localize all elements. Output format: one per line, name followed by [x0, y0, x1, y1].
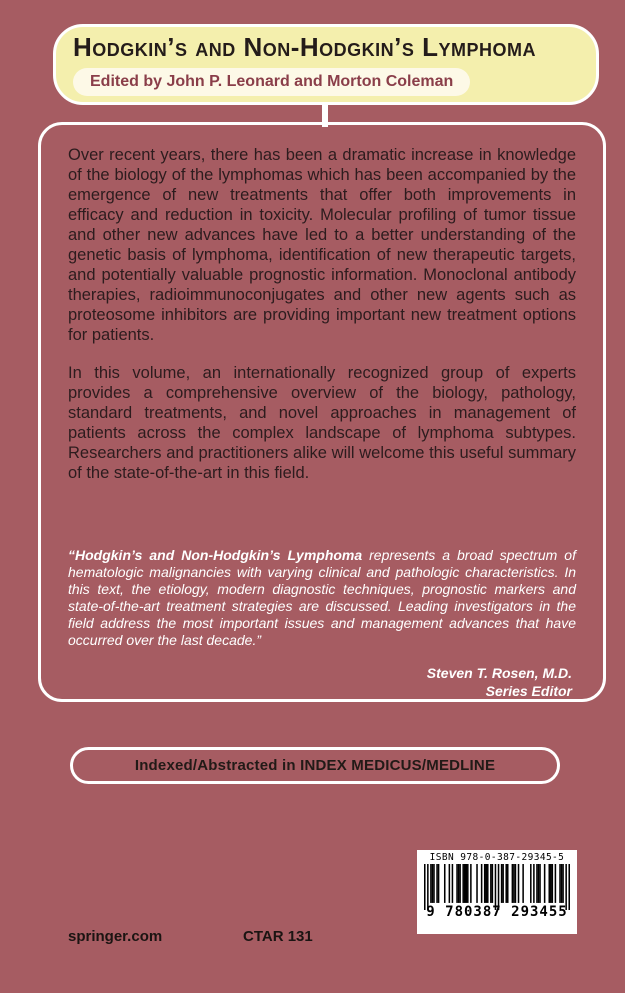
indexed-abstracted-bar — [70, 747, 560, 784]
synopsis-panel — [38, 122, 606, 702]
synopsis-paragraph-2: In this volume, an internationally recognized group of experts provides a comprehensive overview of the biology, pathology, standard treatments, and novel approaches in management of patients across the complex landscape of lymphoma subtypes. Researchers and practitioners alike will welcome this useful summary of the state-of-the-art in this field. — [68, 364, 576, 482]
title-header-box — [53, 24, 599, 105]
synopsis-paragraph-1: Over recent years, there has been a dramatic increase in knowledge of the biology of the lymphomas which has been accompanied by the emergence of new treatments that offer both improvements in efficacy and reduction in toxicity. Molecular profiling of tumor tissue and other new advances have led to a better understanding of the genetic basis of lymphoma, identification of new therapeutic targets, and potentially valuable prognostic information. Monoclonal antibody therapies, radioimmunoconjugates and other new agents such as proteosome inhibitors are providing important new treatment options for patients. — [68, 146, 576, 344]
series-code: CTAR 131 — [243, 928, 313, 945]
review-quote-body: represents a broad spectrum of hematologic malignancies with varying clinical and pathologic characteristics. In this text, the etiology, modern diagnostic techniques, prognostic markers and state-of-the-art treatment strategies are discussed. Leading investigators in the field address the most important issues and management advances that have occurred over the last decade.” — [68, 547, 576, 648]
attribution-role: Series Editor — [485, 682, 572, 699]
editors-pill — [73, 68, 470, 96]
isbn-number-label: ISBN 978-0-387-29345-5 — [429, 852, 565, 863]
review-quote — [68, 547, 576, 649]
quote-attribution — [68, 665, 572, 700]
editors-label: Edited by John P. Leonard and Morton Coleman — [90, 73, 454, 90]
book-title: Hodgkin’s and Non-Hodgkin’s Lymphoma — [73, 32, 536, 62]
isbn-barcode — [417, 850, 577, 934]
publisher-website: springer.com — [68, 928, 163, 945]
barcode-digits: 9 780387 293455 — [426, 904, 568, 920]
indexed-abstracted-label: Indexed/Abstracted in INDEX MEDICUS/MEDLINE — [134, 757, 496, 774]
attribution-name: Steven T. Rosen, M.D. — [426, 665, 572, 681]
review-quote-title-part: “Hodgkin’s and Non-Hodgkin’s Lymphoma — [68, 547, 363, 563]
